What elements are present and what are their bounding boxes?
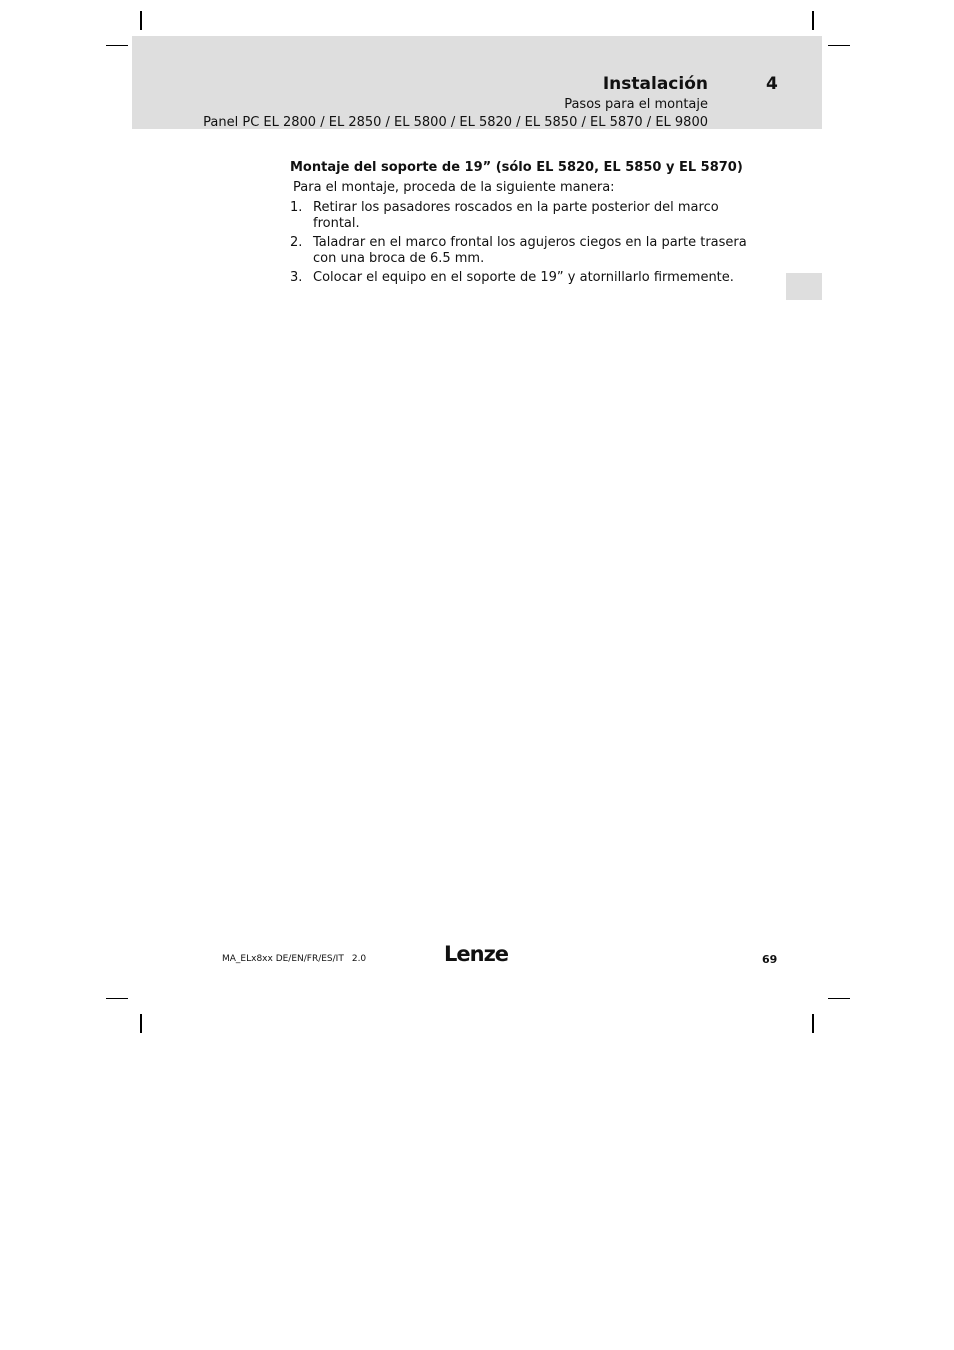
crop-mark-top-right-horizontal	[828, 45, 850, 46]
list-item	[290, 235, 760, 267]
doc-code: MA_ELx8xx DE/EN/FR/ES/IT	[222, 954, 344, 964]
step-number: 2.	[290, 235, 303, 250]
lenze-logo: Lenze	[444, 942, 509, 966]
section-subtitle: Pasos para el montaje	[564, 97, 708, 112]
step-text: Colocar el equipo en el soporte de 19” y atornillarlo firmemente.	[313, 270, 734, 285]
product-line: Panel PC EL 2800 / EL 2850 / EL 5800 / EL 5820 / EL 5850 / EL 5870 / EL 9800	[203, 115, 708, 130]
crop-mark-bottom-left-vertical	[140, 1014, 142, 1033]
doc-version: 2.0	[351, 954, 367, 964]
steps-list	[290, 200, 760, 286]
crop-mark-top-left-vertical	[140, 11, 142, 30]
crop-mark-bottom-left-horizontal	[106, 998, 128, 999]
crop-mark-bottom-right-horizontal	[828, 998, 850, 999]
footer-doc-code	[222, 953, 366, 965]
step-number: 3.	[290, 270, 303, 285]
chapter-number: 4	[766, 74, 778, 94]
list-item	[290, 200, 760, 232]
step-number: 1.	[290, 200, 303, 215]
crop-mark-bottom-right-vertical	[812, 1014, 814, 1033]
main-content	[290, 160, 760, 289]
crop-mark-top-right-vertical	[812, 11, 814, 30]
step-text: Retirar los pasadores roscados en la parte posterior del marco frontal.	[313, 200, 719, 231]
page-number: 69	[762, 953, 778, 966]
intro-text: Para el montaje, proceda de la siguiente manera:	[293, 180, 615, 195]
crop-mark-top-left-horizontal	[106, 45, 128, 46]
list-item	[290, 270, 760, 286]
section-heading: Montaje del soporte de 19” (sólo EL 5820, EL 5850 y EL 5870)	[290, 160, 743, 175]
step-text: Taladrar en el marco frontal los agujeros ciegos en la parte trasera con una broca de 6.5 mm.	[313, 235, 747, 266]
chapter-title: Instalación	[602, 74, 708, 94]
chapter-side-tab	[786, 273, 822, 300]
